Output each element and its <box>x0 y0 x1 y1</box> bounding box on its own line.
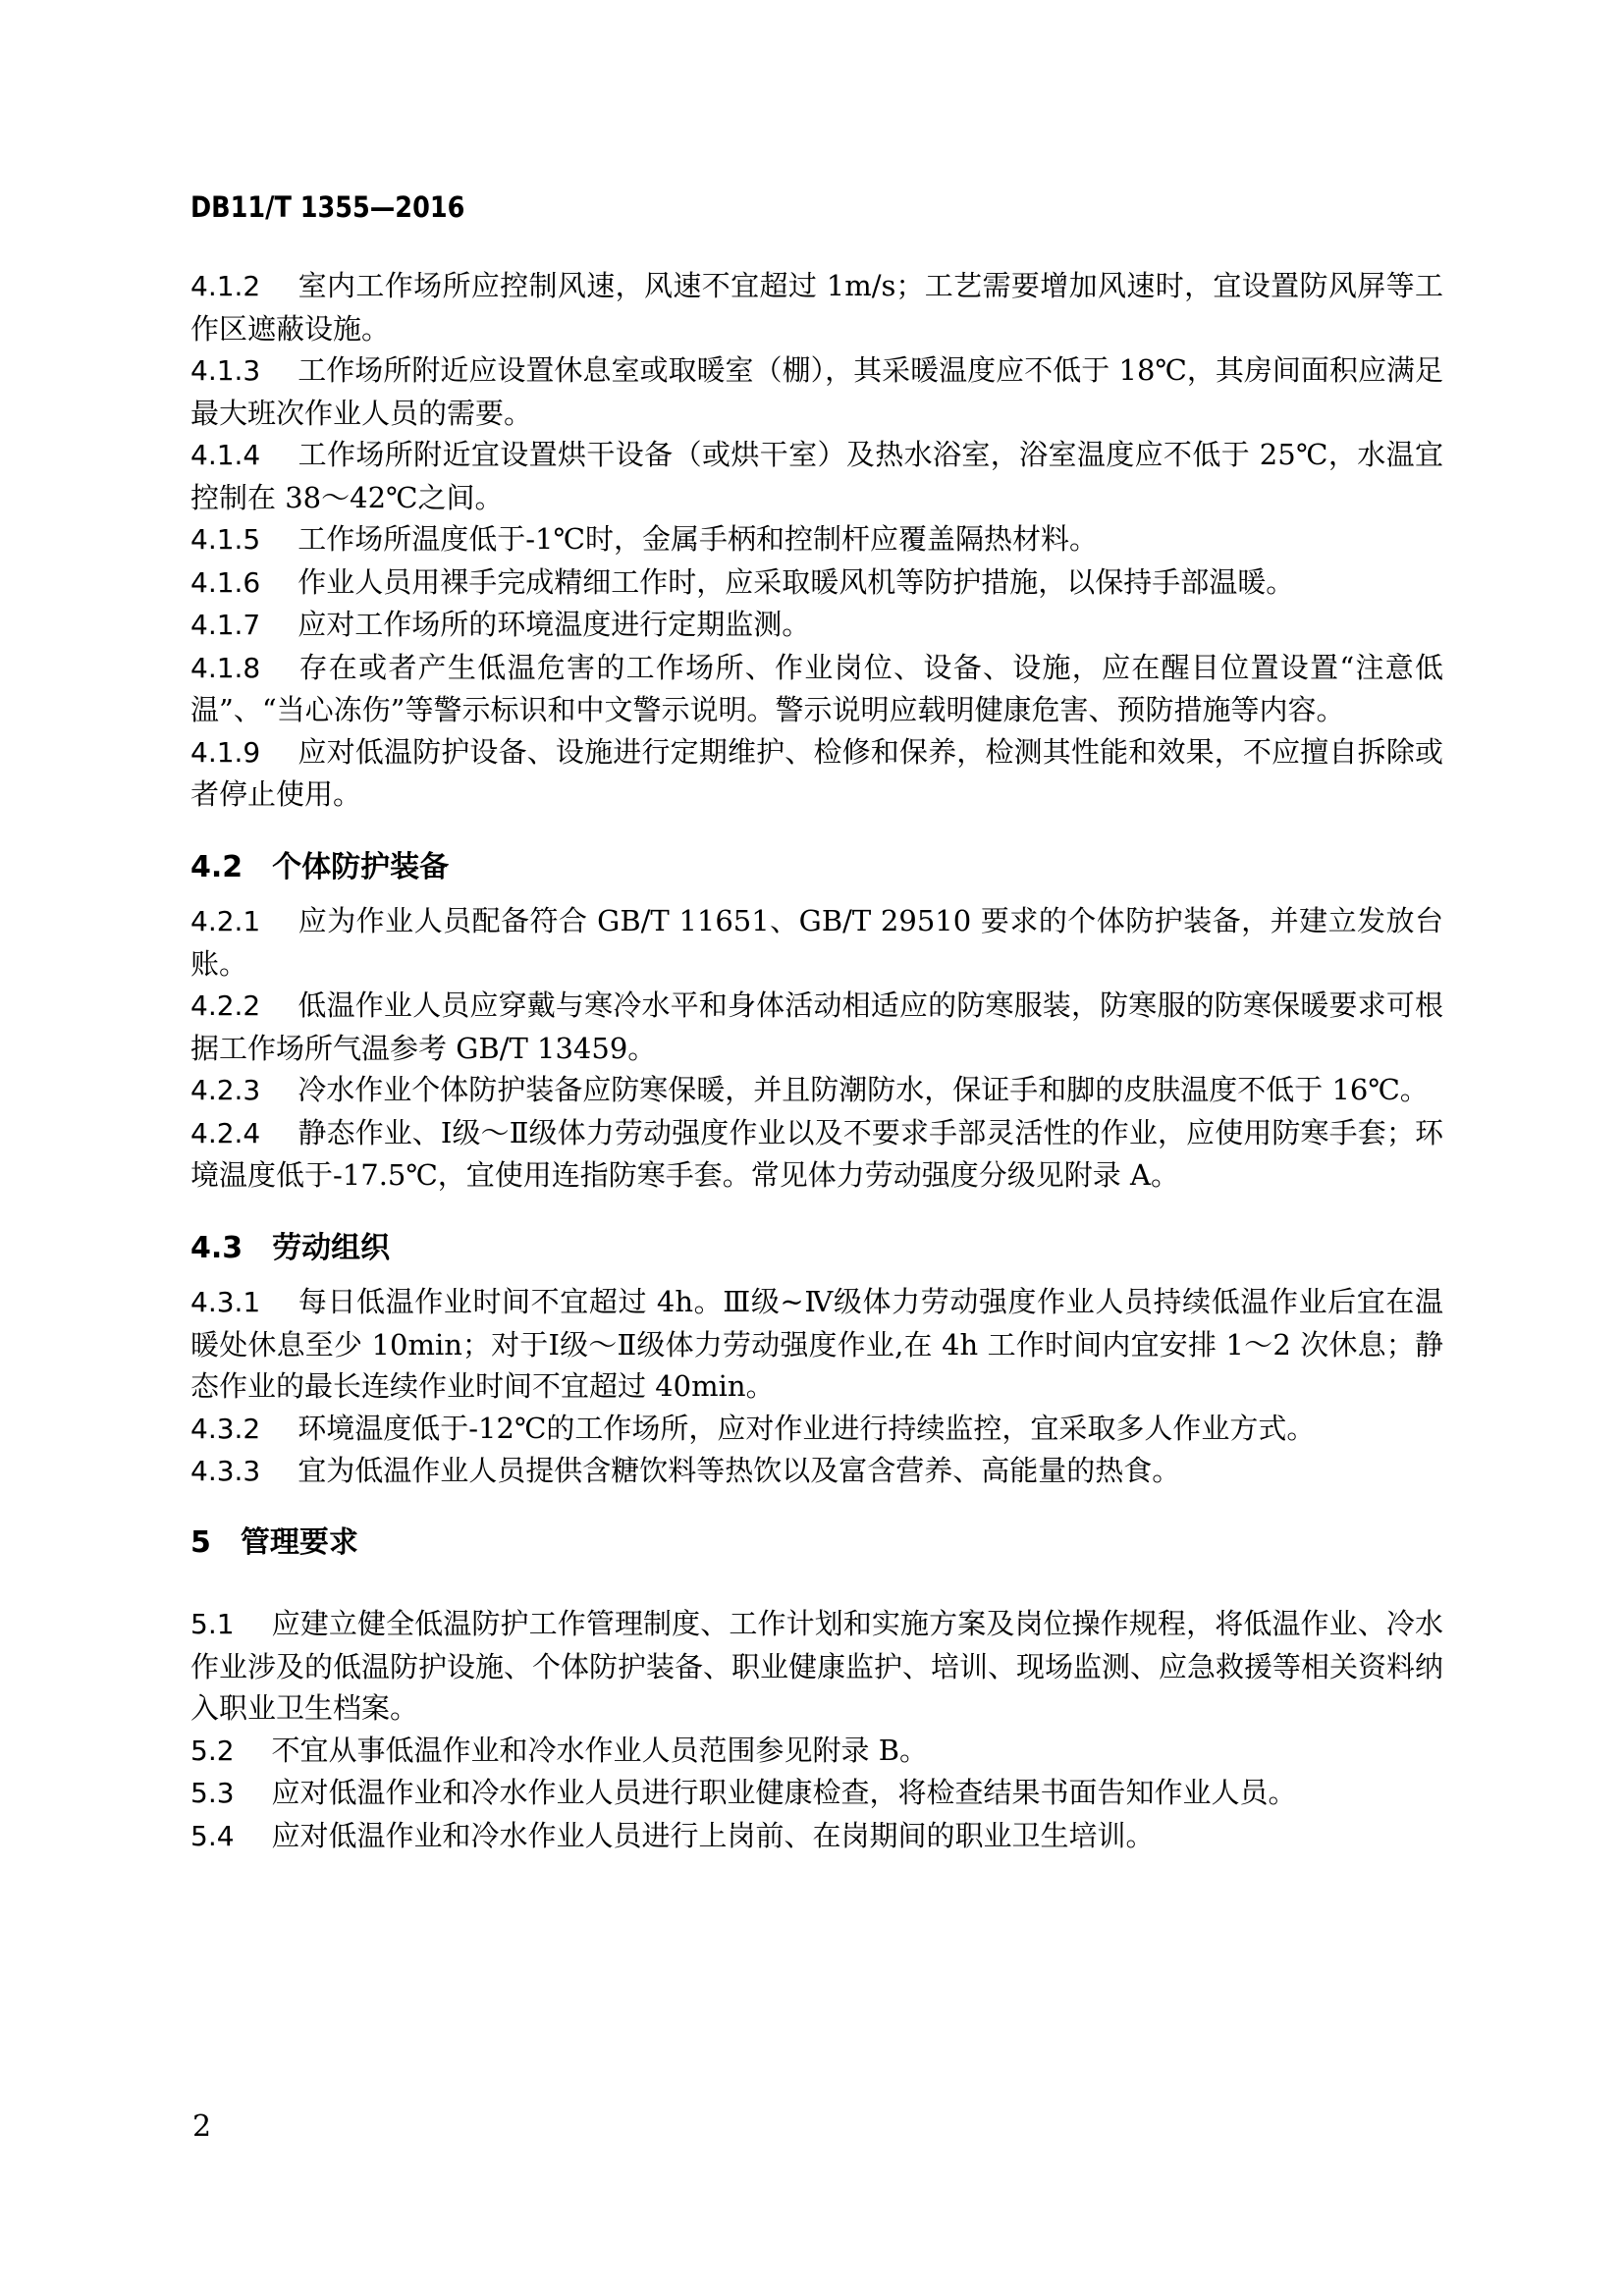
heading-text: 管理要求 <box>240 1524 358 1560</box>
clause-text: 每日低温作业时间不宜超过 4h。Ⅲ级~Ⅳ级体力劳动强度作业人员持续低温作业后宜在温暖处休息至少 10min；对于Ⅰ级～Ⅱ级体力劳动强度作业,在 4h 工作时间内宜安排 1～2 次休息；静态作业的最长连续作业时间不宜超过 40min。 <box>190 1285 1443 1403</box>
clause-text: 应对工作场所的环境温度进行定期监测。 <box>298 608 811 641</box>
clause-number: 4.2.4 <box>190 1116 261 1149</box>
document-code-header: DB11/T 1355—2016 <box>190 190 465 224</box>
clause-4.1.9 <box>190 731 1443 816</box>
clause-text: 存在或者产生低温危害的工作场所、作业岗位、设备、设施，应在醒目位置设置“注意低温”、“当心冻伤”等警示标识和中文警示说明。警示说明应载明健康危害、预防措施等内容。 <box>190 650 1443 726</box>
clause-4.2.1 <box>190 900 1443 985</box>
clause-5.3 <box>190 1772 1443 1815</box>
clause-text: 作业人员用裸手完成精细工作时，应采取暖风机等防护措施，以保持手部温暖。 <box>298 564 1295 599</box>
clause-4.2.2 <box>190 985 1443 1069</box>
document-body <box>190 265 1443 1857</box>
clause-number: 5.2 <box>190 1734 235 1767</box>
clause-text: 低温作业人员应穿戴与寒冷水平和身体活动相适应的防寒服装，防寒服的防寒保暖要求可根据工作场所气温参考 GB/T 13459。 <box>190 988 1443 1065</box>
heading-text: 劳动组织 <box>272 1230 391 1265</box>
clause-text: 应为作业人员配备符合 GB/T 11651、GB/T 29510 要求的个体防护装备，并建立发放台账。 <box>190 904 1443 981</box>
heading-number: 4.3 <box>190 1230 243 1265</box>
clause-4.1.6 <box>190 561 1443 605</box>
clause-4.1.5 <box>190 518 1443 561</box>
clause-number: 4.2.1 <box>190 905 261 937</box>
section-heading-5 <box>190 1522 1443 1565</box>
heading-text: 个体防护装备 <box>272 849 450 884</box>
clause-text: 应对低温作业和冷水作业人员进行上岗前、在岗期间的职业卫生培训。 <box>271 1818 1155 1852</box>
clause-text: 工作场所附近应设置休息室或取暖室（棚），其采暖温度应不低于 18℃，其房间面积应满足最大班次作业人员的需要。 <box>190 353 1443 430</box>
clause-5.1 <box>190 1603 1443 1730</box>
clause-number: 4.2.3 <box>190 1074 261 1106</box>
clause-number: 4.1.2 <box>190 270 261 302</box>
clause-number: 4.1.5 <box>190 523 261 556</box>
section-heading-4.3 <box>190 1228 1443 1270</box>
clause-5.4 <box>190 1815 1443 1858</box>
clause-number: 5.1 <box>190 1608 235 1640</box>
clause-4.2.3 <box>190 1069 1443 1112</box>
clause-4.1.4 <box>190 434 1443 518</box>
clause-number: 4.1.6 <box>190 565 261 599</box>
clause-text: 冷水作业个体防护装备应防寒保暖，并且防潮防水，保证手和脚的皮肤温度不低于 16℃。 <box>298 1073 1429 1106</box>
clause-text: 应对低温作业和冷水作业人员进行职业健康检查，将检查结果书面告知作业人员。 <box>271 1776 1297 1809</box>
clause-text: 室内工作场所应控制风速，风速不宜超过 1m/s；工艺需要增加风速时，宜设置防风屏等工作区遮蔽设施。 <box>190 269 1443 346</box>
clause-number: 4.2.2 <box>190 989 261 1022</box>
clause-number: 4.1.3 <box>190 354 261 387</box>
clause-number: 4.1.9 <box>190 735 261 769</box>
clause-text: 应建立健全低温防护工作管理制度、工作计划和实施方案及岗位操作规程，将低温作业、冷水作业涉及的低温防护设施、个体防护装备、职业健康监护、培训、现场监测、应急救援等相关资料纳入职业卫生档案。 <box>190 1607 1444 1725</box>
clause-text: 环境温度低于-12℃的工作场所，应对作业进行持续监控，宜采取多人作业方式。 <box>298 1411 1316 1445</box>
clause-4.1.3 <box>190 349 1443 434</box>
clause-text: 应对低温防护设备、设施进行定期维护、检修和保养，检测其性能和效果，不应擅自拆除或者停止使用。 <box>190 734 1443 811</box>
clause-4.1.7 <box>190 604 1443 647</box>
clause-text: 宜为低温作业人员提供含糖饮料等热饮以及富含营养、高能量的热食。 <box>298 1454 1181 1487</box>
heading-number: 5 <box>190 1524 211 1560</box>
clause-number: 4.1.4 <box>190 439 261 471</box>
clause-4.3.1 <box>190 1281 1443 1408</box>
clause-number: 4.3.2 <box>190 1412 261 1445</box>
clause-number: 5.4 <box>190 1819 235 1852</box>
clause-4.3.3 <box>190 1450 1443 1493</box>
clause-number: 4.3.1 <box>190 1286 261 1318</box>
clause-4.1.2 <box>190 265 1443 349</box>
clause-text: 工作场所附近宜设置烘干设备（或烘干室）及热水浴室，浴室温度应不低于 25℃，水温宜控制在 38～42℃之间。 <box>190 438 1443 514</box>
clause-text: 静态作业、Ⅰ级～Ⅱ级体力劳动强度作业以及不要求手部灵活性的作业，应使用防寒手套；环境温度低于-17.5℃，宜使用连指防寒手套。常见体力劳动强度分级见附录 A。 <box>190 1115 1443 1192</box>
clause-4.3.2 <box>190 1408 1443 1451</box>
heading-number: 4.2 <box>190 849 243 884</box>
clause-number: 4.1.7 <box>190 609 261 641</box>
clause-text: 不宜从事低温作业和冷水作业人员范围参见附录 B。 <box>271 1733 929 1767</box>
clause-number: 5.3 <box>190 1777 235 1809</box>
page-number: 2 <box>192 2109 212 2144</box>
clause-number: 4.3.3 <box>190 1455 261 1487</box>
clause-4.2.4 <box>190 1112 1443 1197</box>
section-heading-4.2 <box>190 847 1443 889</box>
clause-number: 4.1.8 <box>190 651 261 684</box>
clause-text: 工作场所温度低于-1℃时，金属手柄和控制杆应覆盖隔热材料。 <box>298 522 1098 556</box>
clause-5.2 <box>190 1730 1443 1773</box>
clause-4.1.8 <box>190 647 1443 731</box>
